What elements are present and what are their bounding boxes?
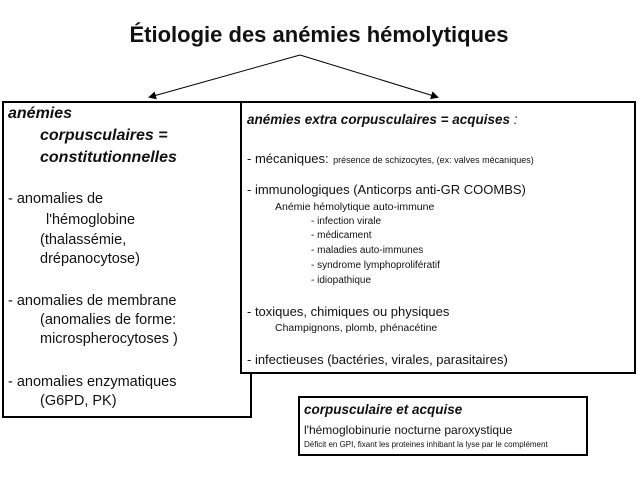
membrane-line-3: microspherocytoses ) <box>40 331 178 347</box>
immuno-sub: Anémie hémolytique auto-immune <box>275 201 435 213</box>
toxiques-label: - toxiques, chimiques ou physiques <box>247 304 450 319</box>
arrow-left <box>150 55 300 97</box>
mecaniques-label: - mécaniques: <box>247 151 329 166</box>
right-heading <box>247 112 518 127</box>
toxiques-detail: Champignons, plomb, phénacétine <box>275 322 438 334</box>
immuno-item: - idiopathique <box>311 275 372 286</box>
membrane-line-1: - anomalies de membrane <box>8 293 177 309</box>
hemoglobin-line-2: l'hémoglobine <box>46 212 136 228</box>
enzyme-line-1: - anomalies enzymatiques <box>8 374 177 390</box>
infectieuses-label: - infectieuses (bactéries, virales, parasitaires) <box>247 352 508 367</box>
immuno-label: - immunologiques (Anticorps anti-GR COOMBS) <box>247 182 526 197</box>
left-heading-2: corpusculaires = <box>40 127 168 144</box>
left-heading-1: anémies <box>8 105 73 122</box>
hemoglobin-line-3: (thalassémie, <box>40 232 127 248</box>
bottom-heading: corpusculaire et acquise <box>304 402 463 417</box>
bottom-detail: Déficit en GPI, fixant les proteines inhibant la lyse par le complément <box>304 440 548 449</box>
immuno-item: - médicament <box>311 230 372 241</box>
membrane-line-2: (anomalies de forme: <box>40 312 177 328</box>
immuno-item: - maladies auto-immunes <box>311 245 424 256</box>
bottom-main: l'hémoglobinurie nocturne paroxystique <box>304 423 513 437</box>
immuno-item: - syndrome lymphoprolifératif <box>311 260 440 271</box>
arrow-right <box>300 55 437 97</box>
mecaniques-detail: présence de schizocytes, (ex: valves mécaniques) <box>333 155 534 165</box>
left-heading-3: constitutionnelles <box>40 149 177 166</box>
right-heading-text: anémies extra corpusculaires = acquises <box>247 112 511 127</box>
mecaniques-line <box>247 150 534 168</box>
hemoglobin-line-4: drépanocytose) <box>40 251 140 267</box>
immuno-item: - infection virale <box>311 216 382 227</box>
page-title: Étiologie des anémies hémolytiques <box>129 22 509 47</box>
right-heading-suffix: : <box>513 112 518 127</box>
hemoglobin-line-1: - anomalies de <box>8 191 104 207</box>
enzyme-line-2: (G6PD, PK) <box>40 393 117 409</box>
